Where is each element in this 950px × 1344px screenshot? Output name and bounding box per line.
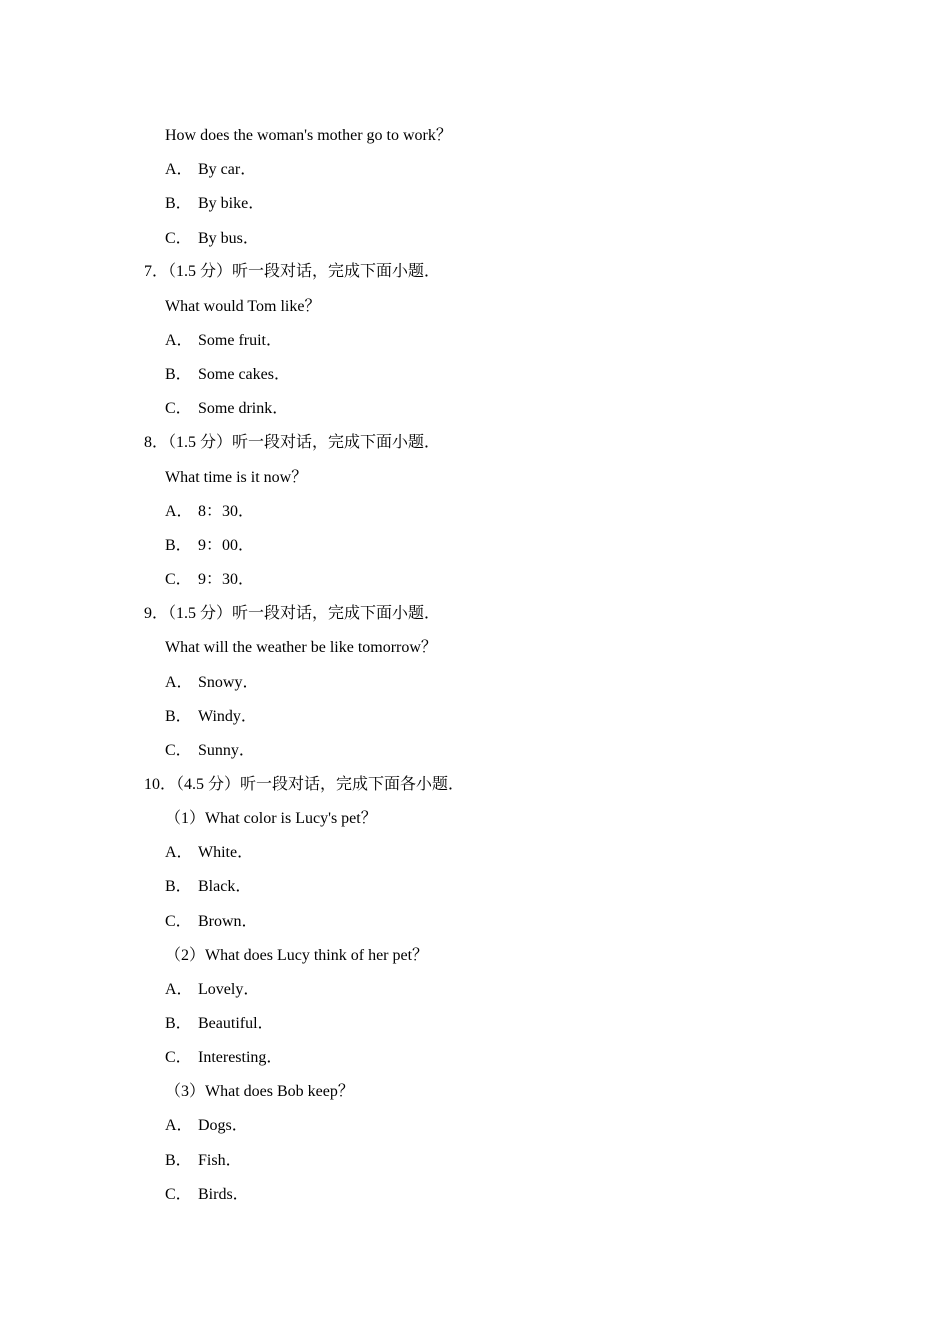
option-letter: C． [165,400,192,417]
option-text: 9：30． [198,571,255,588]
option-a [165,331,282,351]
option-text: Interesting． [198,1049,283,1066]
question-header: 8．（1.5 分）听一段对话，完成下面小题． [144,434,441,451]
option-b [165,365,290,385]
option-a [165,980,259,1000]
sub-question-text: （3）What does Bob keep？ [165,1083,354,1100]
option-c [165,570,254,590]
option-c [165,399,288,419]
option-letter: B． [165,878,192,895]
option-letter: B． [165,1152,192,1169]
option-a [165,502,254,522]
option-text: Birds． [198,1186,249,1203]
option-text: Some drink． [198,400,289,417]
option-a [165,843,253,863]
option-a [165,1116,248,1136]
option-letter: B． [165,1015,192,1032]
option-text: Black． [198,878,252,895]
option-letter: B． [165,195,192,212]
option-letter: A． [165,674,193,691]
option-text: By bike． [198,195,265,212]
option-text: Windy． [198,708,257,725]
option-text: Some fruit． [198,332,282,349]
option-text: Dogs． [198,1117,248,1134]
option-text: Lovely． [198,981,260,998]
option-b [165,194,264,214]
option-letter: A． [165,981,193,998]
question-text: What will the weather be like tomorrow？ [165,639,437,656]
option-text: Brown． [198,913,258,930]
option-text: 9：00． [198,537,255,554]
option-b [165,1151,242,1171]
option-text: Beautiful． [198,1015,274,1032]
option-letter: A． [165,332,193,349]
question-header: 7．（1.5 分）听一段对话，完成下面小题． [144,263,441,280]
option-letter: C． [165,913,192,930]
option-c [165,1048,282,1068]
question-text: How does the woman's mother go to work？ [165,127,452,144]
option-c [165,741,255,761]
option-letter: C． [165,230,192,247]
option-letter: A． [165,1117,193,1134]
option-text: Some cakes． [198,366,290,383]
option-c [165,229,259,249]
option-text: Fish． [198,1152,242,1169]
option-a [165,160,256,180]
option-letter: A． [165,161,193,178]
question-header: 9．（1.5 分）听一段对话，完成下面小题． [144,605,441,622]
option-c [165,1185,249,1205]
option-text: White． [198,844,254,861]
option-text: 8：30． [198,503,255,520]
option-a [165,673,258,693]
option-letter: C． [165,571,192,588]
option-b [165,707,257,727]
option-b [165,877,251,897]
option-letter: B． [165,537,192,554]
question-text: What would Tom like？ [165,298,321,315]
sub-question-text: （2）What does Lucy think of her pet？ [165,947,429,964]
option-letter: A． [165,503,193,520]
option-letter: B． [165,708,192,725]
option-text: By car． [198,161,257,178]
option-letter: C． [165,1049,192,1066]
sub-question-text: （1）What color is Lucy's pet？ [165,810,377,827]
option-text: By bus． [198,230,259,247]
option-letter: C． [165,742,192,759]
option-letter: B． [165,366,192,383]
question-header: 10．（4.5 分）听一段对话，完成下面各小题． [144,776,465,793]
option-b [165,536,254,556]
option-letter: C． [165,1186,192,1203]
option-b [165,1014,274,1034]
option-text: Snowy． [198,674,259,691]
option-letter: A． [165,844,193,861]
option-c [165,912,258,932]
question-text: What time is it now？ [165,469,308,486]
option-text: Sunny． [198,742,255,759]
